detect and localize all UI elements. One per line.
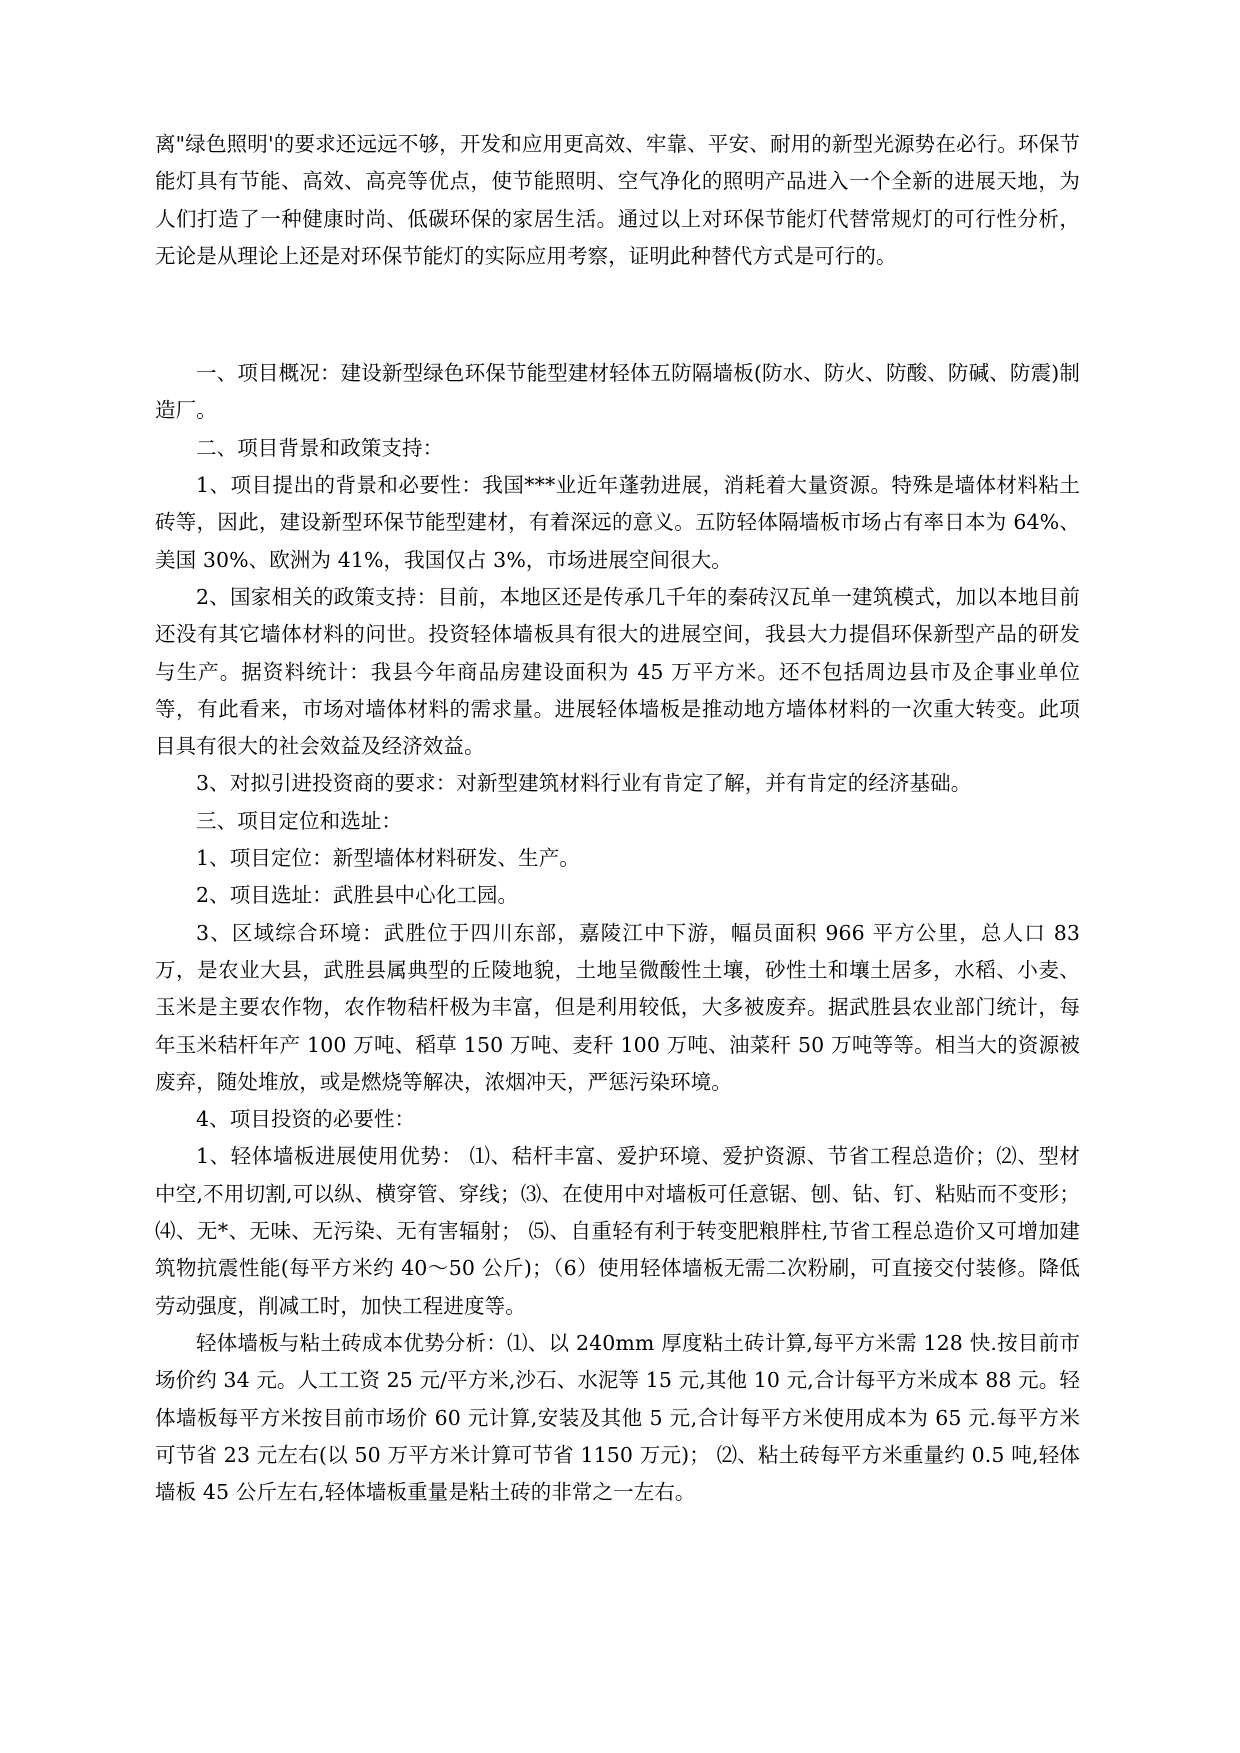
paragraph-background-necessity: 1、项目提出的背景和必要性：我国***业近年蓬勃进展，消耗着大量资源。特殊是墙体材料粘土砖等，因此，建设新型环保节能型建材，有着深远的意义。五防轻体隔墙板市场占有率日本为 64%、美国 30%、欧洲为 41%，我国仅占 3%，市场进展空间很大。: [155, 473, 1080, 572]
paragraph-regional-environment: 3、区域综合环境：武胜位于四川东部，嘉陵江中下游，幅员面积 966 平方公里，总人口 83 万，是农业大县，武胜县属典型的丘陵地貌，土地呈微酸性土壤，砂性土和壤土居多，水稻、小麦、玉米是主要农作物，农作物秸杆极为丰富，但是利用较低，大多被废弃。据武胜县农业部门统计，每年玉米秸杆年产 100 万吨、稻草 150 万吨、麦秆 100 万吨、油菜秆 50 万吨等等。相当大的资源被废弃，随处堆放，或是燃烧等解决，浓烟冲天，严惩污染环境。: [155, 920, 1080, 1094]
paragraph-positioning-and-site-heading: 三、项目定位和选址：: [196, 808, 402, 833]
paragraph-background-and-policy-heading: 二、项目背景和政策支持：: [196, 435, 444, 460]
paragraph-project-site: 2、项目选址：武胜县中心化工园。: [196, 883, 519, 908]
opening-paragraph: 离"绿色照明'的要求还远远不够，开发和应用更高效、牢靠、平安、耐用的新型光源势在必行。环保节能灯具有节能、高效、高亮等优点，使节能照明、空气净化的照明产品进入一个全新的进展天地，为人们打造了一种健康时尚、低碳环保的家居生活。通过以上对环保节能灯代替常规灯的可行性分析，无论是从理论上还是对环保节能灯的实际应用考察，证明此种替代方式是可行的。: [155, 132, 1080, 268]
paragraph-project-overview: 一、项目概况：建设新型绿色环保节能型建材轻体五防隔墙板(防水、防火、防酸、防碱、防震)制造厂。: [155, 361, 1080, 423]
paragraph-investor-requirements: 3、对拟引进投资商的要求：对新型建筑材料行业有肯定了解，并有肯定的经济基础。: [196, 771, 972, 796]
paragraph-wall-panel-advantages: 1、轻体墙板进展使用优势： ⑴、秸杆丰富、爱护环境、爱护资源、节省工程总造价；⑵、型材中空,不用切割,可以纵、横穿管、穿线；⑶、在使用中对墙板可任意锯、刨、钻、钉、粘贴而不变形；⑷、无*、无味、无污染、无有害辐射； ⑸、自重轻有利于转变肥粮胖柱,节省工程总造价又可增加建筑物抗震性能(每平方米约 40～50 公斤)；（6）使用轻体墙板无需二次粉刷，可直接交付装修。降低劳动强度，削减工时，加快工程进度等。: [155, 1144, 1080, 1318]
paragraph-cost-advantage-analysis: 轻体墙板与粘土砖成本优势分析：⑴、以 240mm 厚度粘土砖计算,每平方米需 128 快.按目前市场价约 34 元。人工工资 25 元/平方米,沙石、水泥等 15 元,其他 10 元,合计每平方米成本 88 元。轻体墙板每平方米按目前市场价 60 元计算,安装及其他 5 元,合计每平方米使用成本为 65 元.每平方米可节省 23 元左右(以 50 万平方米计算可节省 1150 万元)； ⑵、粘土砖每平方米重量约 0.5 吨,轻体墙板 45 公斤左右,轻体墙板重量是粘土砖的非常之一左右。: [155, 1330, 1080, 1505]
document-text-column: [155, 126, 1080, 1511]
paragraph-project-positioning: 1、项目定位：新型墙体材料研发、生产。: [196, 846, 580, 871]
paragraph-national-policy-support: 2、国家相关的政策支持：目前，本地区还是传承几千年的秦砖汉瓦单一建筑模式，加以本地目前还没有其它墙体材料的问世。投资轻体墙板具有很大的进展空间，我县大力提倡环保新型产品的研发与生产。据资料统计：我县今年商品房建设面积为 45 万平方米。还不包括周边县市及企事业单位等，有此看来，市场对墙体材料的需求量。进展轻体墙板是推动地方墙体材料的一次重大转变。此项目具有很大的社会效益及经济效益。: [155, 584, 1080, 759]
section-spacer: [155, 275, 1080, 355]
paragraph-investment-necessity-heading: 4、项目投资的必要性：: [196, 1107, 416, 1132]
